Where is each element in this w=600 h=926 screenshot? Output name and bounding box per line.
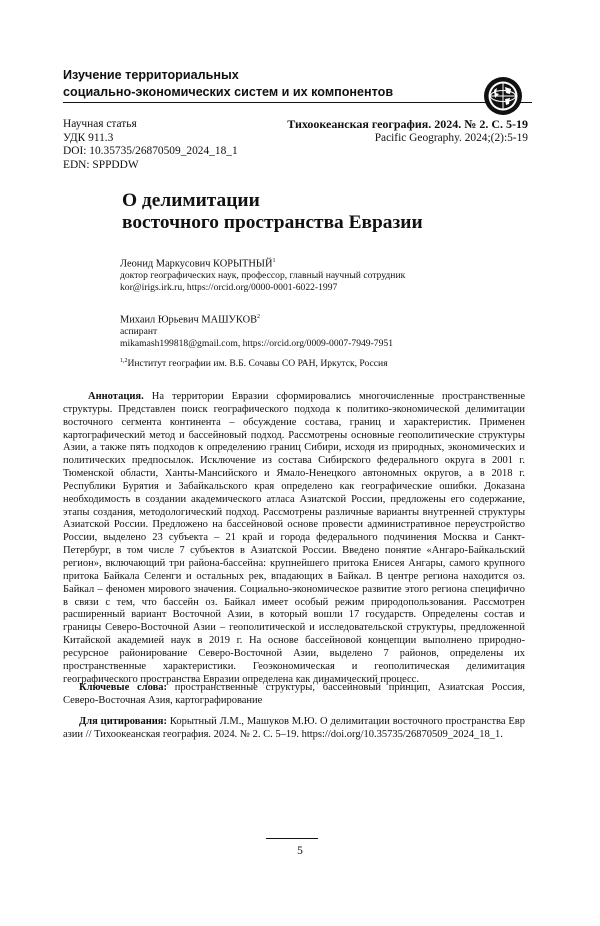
author-name: Леонид Маркусович КОРЫТНЫЙ$^1$ bbox=[120, 258, 276, 270]
journal-ru: Тихоокеанская география. 2024. № 2. С. 5-19 bbox=[287, 117, 528, 131]
page-number: 5 bbox=[297, 845, 303, 857]
author-contacts: kor@irigs.irk.ru, https://orcid.org/0000-0001-6022-1997 bbox=[120, 281, 338, 293]
series-heading bbox=[63, 67, 463, 101]
citation bbox=[63, 716, 525, 742]
author-block bbox=[120, 256, 405, 293]
author-contacts: mikamash199818@gmail.com, https://orcid.org/0009-0007-7949-7951 bbox=[120, 337, 393, 349]
keywords bbox=[63, 682, 525, 708]
affiliation: $^{1,2}$Институт географии им. В.Б. Сочавы СО РАН, Иркутск, Россия bbox=[120, 358, 388, 370]
edn: EDN: SPPDDW bbox=[63, 158, 139, 171]
series-heading-line2: социально-экономических систем и их компонентов bbox=[63, 85, 394, 99]
header-divider bbox=[63, 102, 532, 103]
article-type: Научная статья bbox=[63, 118, 137, 130]
title-line1: О делимитации bbox=[122, 190, 260, 211]
keywords-text: пространственные структуры, бассейновый принцип, Азиатская Россия, Северо-Восточная Азия, картографирование bbox=[63, 682, 525, 706]
udk-code: УДК 911.3 bbox=[63, 131, 114, 144]
footer-divider bbox=[266, 838, 318, 839]
citation-text: Корытный Л.М., Машуков М.Ю. О делимитации восточного пространства Евразии // Тихоокеанская география. 2024. № 2. С. 5–19. https://doi.org/10.35735/26870509_2024_18_1. bbox=[63, 716, 525, 740]
keywords-label: Ключевые слова: bbox=[79, 682, 167, 693]
title-line2: восточного пространства Евразии bbox=[122, 212, 423, 233]
abstract-text: На территории Евразии сформировались многочисленные пространственные структуры. Представлен поиск географического подхода к политико-экономической делимитации восточного сегмента континента – обсуждение состава, границ и характеристик. Применен картографический метод и бассейновый подход. Рассмотрены основные геополитические структуры Азии, а также пять подходов к определению границ Сибири, исходя из природных, экономических и политических предпосылок. Исключение из состава Сибирского федерального округа в 2001 г. Тюменской области, Ханты-Мансийского и Ямало-Ненецкого автономных округов, а в 2018 г. Республики Бурятия и Забайкальского края определено как географические ошибки. Доказана необходимость в создании академического атласа Азиатской России, предложены его содержание, этапы создания, методологический подход. Рассмотрены различные варианты внутренней структуры Азиатской России. Предложено на бассейновой основе провести административное переустройство России, выделено 23 субъекта – 21 край и города федерального подчинения Москва и Санкт-Петербург, в том числе 7 субъектов в Азиатской России. Введено понятие «Ангаро-Байкальский регион», включающий три района-бассейна: крупнейшего притока Енисея Ангары, самого крупного притока Байкала Селенги и остальных рек, впадающих в Байкал. В центре региона находится оз. Байкал – феномен мирового значения. Социально-экономическое развитие этого региона специфично в связи с тем, что бассейн оз. Байкал имеет особый режим природопользования. Рассмотрен расширенный вариант Восточной Азии, в который вошли 17 государств. Определены состав и границы Северо-Восточной Азии – геополитической и исследовательской структуры, предложенной Китайской академией наук в 2019 г. На основе бассейновой концепции выполнено природно-ресурсное районирование Северо-Восточной Азии, выделено 7 районов, определены их пространственные характеристики. Геоэкономическая и геополитическая делимитация географического пространства Евразии определена как динамический процесс. bbox=[63, 391, 525, 685]
article-metadata bbox=[63, 118, 238, 172]
journal-en: Pacific Geography. 2024;(2):5-19 bbox=[374, 131, 528, 144]
citation-label: Для цитирования: bbox=[79, 716, 167, 727]
author-position: аспирант bbox=[120, 326, 158, 338]
series-heading-line1: Изучение территориальных bbox=[63, 68, 239, 82]
abstract bbox=[63, 391, 525, 686]
doi: DOI: 10.35735/26870509_2024_18_1 bbox=[63, 145, 238, 158]
article-title bbox=[122, 190, 542, 234]
abstract-label: Аннотация. bbox=[88, 391, 144, 402]
journal-logo-icon bbox=[483, 76, 523, 116]
journal-reference bbox=[287, 118, 528, 145]
author-name: Михаил Юрьевич МАШУКОВ$^2$ bbox=[120, 314, 261, 326]
author-position: доктор географических наук, профессор, главный научный сотрудник bbox=[120, 270, 406, 282]
author-block bbox=[120, 312, 393, 349]
